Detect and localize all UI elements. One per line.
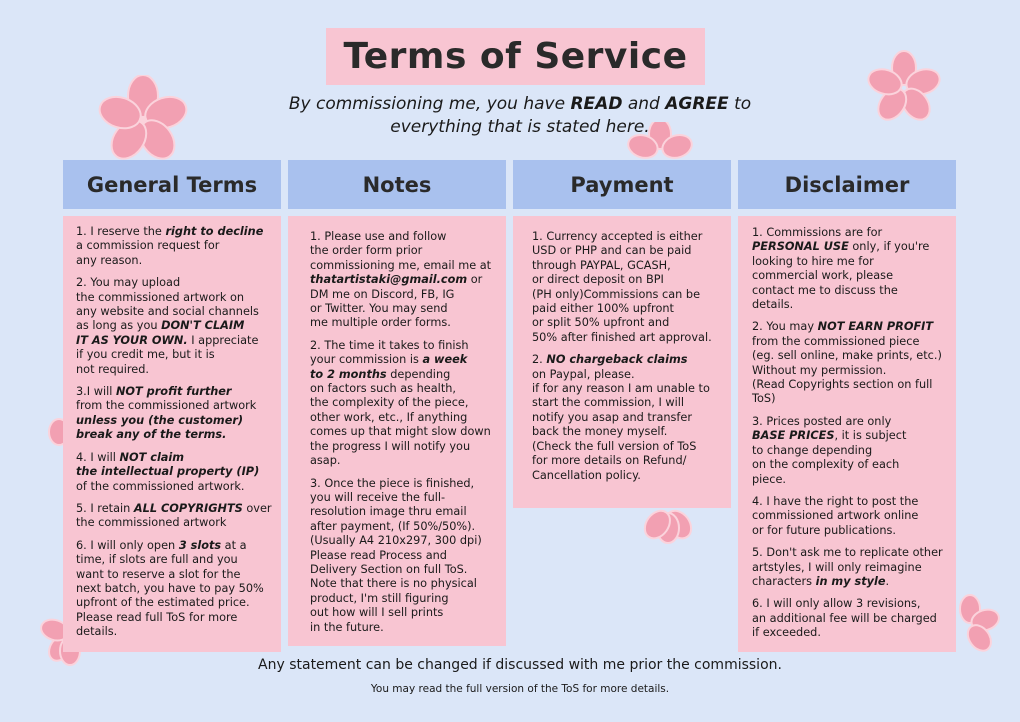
item-text: 1. Please use and follow the order form prior commissioning me, email me at <box>310 230 492 272</box>
item-text: , it is subject to change depending on the complexity of each piece. <box>752 429 907 486</box>
item-text: 4. I have the right to post the commissioned artwork online or for future publications. <box>752 494 919 537</box>
list-item <box>76 276 275 377</box>
item-text: or DM me on Discord, FB, IG or Twitter. You may send me multiple order forms. <box>310 273 483 330</box>
list-item <box>752 495 950 538</box>
subtitle-line2: everything that is stated here. <box>390 117 650 137</box>
item-emphasis: 3 slots <box>178 538 222 552</box>
item-emphasis: DON'T CLAIM IT AS YOUR OWN. <box>76 319 245 347</box>
list-item <box>76 451 275 494</box>
page-title: Terms of Service <box>343 36 688 77</box>
item-text: depending on factors such as health, the complexity of the piece, other work, etc., If anything comes up that might slow down the progress I will notify you asap. <box>310 367 491 468</box>
item-emphasis: NOT EARN PROFIT <box>817 320 934 334</box>
item-text: from the commissioned artwork <box>76 399 257 413</box>
list-item <box>310 230 500 331</box>
payment-heading: Payment <box>513 160 731 209</box>
item-emphasis: ALL COPYRIGHTS <box>133 501 243 515</box>
item-text: on Paypal, please. if for any reason I am unable to start the commission, I will notify you asap and transfer back the money myself. (Check the full version of ToS for more details on Refund/ Cancellation policy. <box>532 367 710 482</box>
item-emphasis: PERSONAL USE <box>752 240 849 254</box>
item-text: only, if you're looking to hire me for commercial work, please contact me to discuss the details. <box>752 240 930 312</box>
item-emphasis: thatartistaki@gmail.com <box>310 273 468 287</box>
item-emphasis: NO chargeback claims <box>546 353 688 367</box>
payment-panel <box>513 216 731 508</box>
subtitle-part2: to <box>728 94 752 114</box>
item-text: 3.I will <box>76 385 116 399</box>
item-emphasis: NOT profit further <box>115 385 232 399</box>
list-item <box>532 353 725 483</box>
list-item <box>310 339 500 469</box>
item-text: I appreciate if you credit me, but it is not required. <box>76 333 259 376</box>
item-emphasis: in my style <box>815 574 886 588</box>
item-text: . <box>885 574 890 588</box>
item-text: 2. The time it takes to finish your commission is <box>310 338 469 367</box>
footer-sub-note: You may read the full version of the ToS for more details. <box>370 683 670 695</box>
notes-panel <box>288 216 506 646</box>
item-text: 6. I will only allow 3 revisions, an additional fee will be charged if exceeded. <box>752 597 937 640</box>
list-item <box>76 225 275 268</box>
subtitle-and: and <box>622 94 666 114</box>
item-text: 5. I retain <box>76 501 134 515</box>
list-item <box>752 226 950 312</box>
item-text: of the commissioned artwork. <box>76 479 245 493</box>
list-item <box>752 546 950 589</box>
subtitle <box>200 93 840 139</box>
item-text: 3. Prices posted are only <box>752 414 892 428</box>
disclaimer-panel <box>738 216 956 652</box>
item-text: from the commissioned piece (eg. sell online, make prints, etc.) Without my permission. (Read Copyrights section on full ToS) <box>752 334 942 406</box>
footer-note: Any statement can be changed if discussed with me prior the commission. <box>258 657 782 673</box>
list-item <box>310 477 500 635</box>
sakura-flower-icon <box>862 48 946 128</box>
item-emphasis: right to decline <box>165 225 264 238</box>
item-emphasis: BASE PRICES <box>752 429 835 443</box>
item-text: 3. Once the piece is finished, you will receive the full- resolution image thru email after payment, (If 50%/50%). (Usually A4 210x297, 300 dpi) Please read Process and Delivery Section on full ToS. Note that there is no physical product, I'm still figuring out how will I sell prints in the future. <box>310 476 482 634</box>
list-item <box>76 539 275 640</box>
subtitle-read: READ <box>570 94 623 114</box>
item-emphasis: NOT claim the intellectual property (IP) <box>76 450 260 479</box>
item-text: 2. <box>532 353 547 367</box>
general-terms-panel <box>63 216 281 652</box>
item-text: 1. Commissions are for <box>752 226 883 239</box>
notes-heading: Notes <box>288 160 506 209</box>
item-text: 1. I reserve the <box>76 225 166 238</box>
item-text: 1. Currency accepted is either USD or PHP and can be paid through PAYPAL, GCASH, or direct deposit on BPI (PH only)Commissions can be paid either 100% upfront or split 50% upfront and 50% after finished art approval. <box>532 230 712 344</box>
general-terms-heading: General Terms <box>63 160 281 209</box>
title-banner <box>326 28 705 85</box>
item-emphasis: unless you (the customer) break any of the terms. <box>76 413 244 442</box>
subtitle-part1: By commissioning me, you have <box>288 94 571 114</box>
list-item <box>76 385 275 443</box>
item-text: 6. I will only open <box>76 538 179 552</box>
list-item <box>752 415 950 487</box>
item-text: 4. I will <box>76 450 120 464</box>
disclaimer-heading: Disclaimer <box>738 160 956 209</box>
item-text: 2. You may <box>752 320 818 334</box>
item-text: a commission request for any reason. <box>76 239 220 267</box>
item-text: 2. You may upload the commissioned artwork on any website and social channels as long as you <box>76 276 259 333</box>
list-item <box>752 320 950 406</box>
list-item <box>76 502 275 531</box>
item-text: over the commissioned artwork <box>76 501 272 530</box>
item-text: at a time, if slots are full and you want to reserve a slot for the next batch, you have to pay 50% upfront of the estimated price. Please read full ToS for more details. <box>76 538 264 639</box>
list-item <box>752 597 950 640</box>
item-emphasis: a week to 2 months <box>310 353 468 381</box>
item-text: 5. Don't ask me to replicate other artstyles, I will only reimagine characters <box>752 546 943 588</box>
subtitle-agree: AGREE <box>665 94 729 114</box>
sakura-flower-icon <box>88 75 198 165</box>
list-item <box>532 230 725 345</box>
